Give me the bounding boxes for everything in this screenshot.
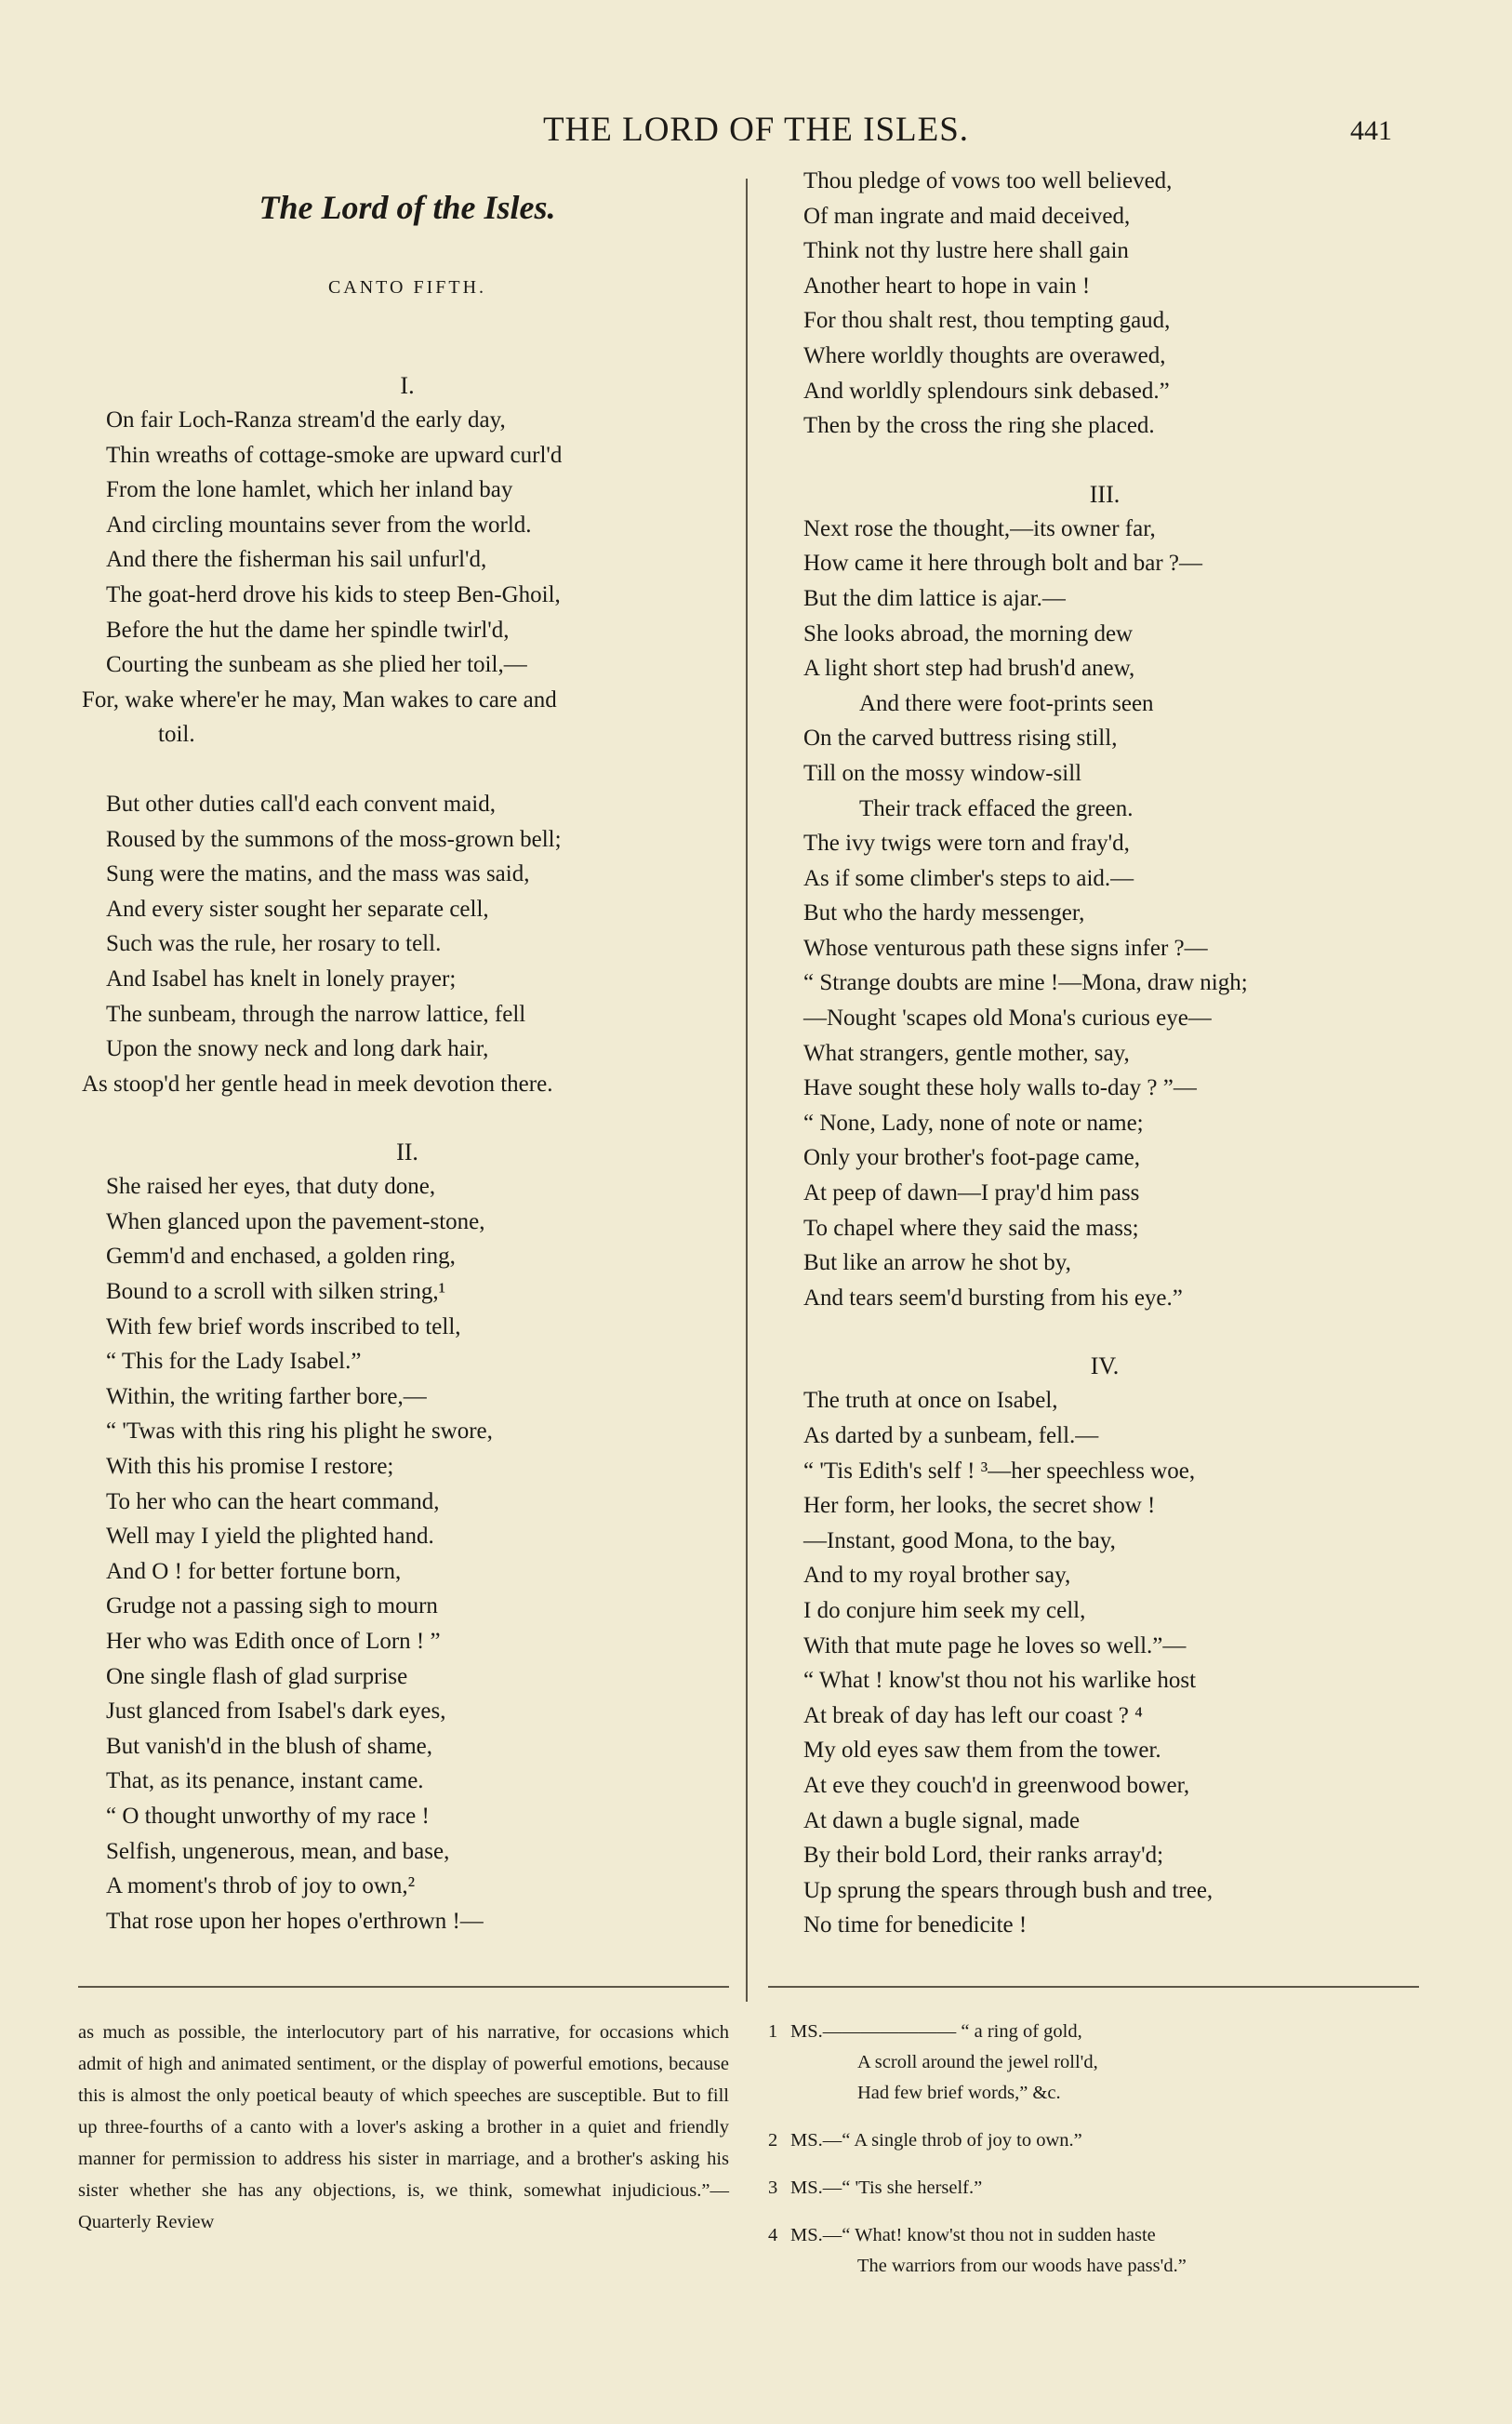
verse-line: “ O thought unworthy of my race ! — [106, 1803, 430, 1829]
footnote-line: The warriors from our woods have pass'd.” — [857, 2256, 1187, 2276]
verse-line: When glanced upon the pavement-stone, — [106, 1208, 485, 1234]
verse-line: Just glanced from Isabel's dark eyes, — [106, 1698, 446, 1725]
verse-line: No time for benedicite ! — [803, 1912, 1028, 1938]
verse-line: Selfish, ungenerous, mean, and base, — [106, 1838, 450, 1864]
verse-line: To chapel where they said the mass; — [803, 1215, 1139, 1241]
footnote-line: Had few brief words,” &c. — [857, 2083, 1061, 2103]
verse-line: Before the hut the dame her spindle twirl'd, — [106, 617, 510, 643]
verse-line: One single flash of glad surprise — [106, 1663, 408, 1689]
verse-line: The truth at once on Isabel, — [803, 1388, 1058, 1414]
stanza-number: II. — [396, 1139, 418, 1166]
footnote-mark: 3 — [768, 2178, 778, 2198]
footnote-text: MS.—“ 'Tis she herself.” — [790, 2178, 983, 2198]
verse-line: But like an arrow he shot by, — [803, 1250, 1071, 1276]
verse-line: With few brief words inscribed to tell, — [106, 1313, 461, 1339]
verse-line: From the lone hamlet, which her inland bay — [106, 477, 513, 503]
verse-line: How came it here through bolt and bar ?— — [803, 551, 1203, 577]
verse-line: As stoop'd her gentle head in meek devotion there. — [82, 1071, 553, 1097]
running-head: THE LORD OF THE ISLES. — [542, 111, 970, 149]
footnote-quarterly-review: as much as possible, the interlocutory part of his narrative, for occasions which admit of high and animated sentiment, or the display of powerful emotions, because this is almost the only poetical beauty of which speeches are susceptible. But to fill up three-fourths of a canto with a lover's asking a brother in a quiet and friendly manner for permission to address his sister in marriage, and a brother's asking his sister whether she has any objections, is, we think, somewhat injudicious.”—Quarterly Review — [78, 2022, 729, 2232]
verse-line: Till on the mossy window-sill — [803, 760, 1082, 786]
verse-line: On the carved buttress rising still, — [803, 726, 1118, 752]
verse-line: And every sister sought her separate cell, — [106, 896, 489, 922]
verse-line: Roused by the summons of the moss-grown bell; — [106, 826, 562, 852]
footnote-line — [768, 2017, 1419, 2047]
stanza-gap — [779, 1315, 1430, 1350]
verse-line: Her who was Edith once of Lorn ! ” — [106, 1629, 441, 1654]
verse-line: Have sought these holy walls to-day ? ”— — [803, 1075, 1197, 1101]
footnotes-ms-variants — [768, 2017, 1419, 2298]
verse-line: Well may I yield the plighted hand. — [106, 1524, 434, 1550]
verse-line: “ None, Lady, none of note or name; — [803, 1110, 1144, 1136]
left-column-verse — [82, 369, 733, 1938]
canto-heading: CANTO FIFTH. — [327, 277, 487, 298]
verse-line: As if some climber's steps to aid.— — [803, 865, 1134, 891]
verse-line: But the dim lattice is ajar.— — [803, 585, 1066, 611]
verse-line: “ 'Twas with this ring his plight he swore, — [106, 1418, 493, 1445]
right-column-verse — [779, 164, 1430, 1943]
verse-line: At peep of dawn—I pray'd him pass — [803, 1180, 1140, 1206]
verse-line: The sunbeam, through the narrow lattice, fell — [106, 1001, 526, 1027]
footnote-text: MS.——————— “ a ring of gold, — [790, 2021, 1082, 2042]
verse-line: Thou pledge of vows too well believed, — [803, 168, 1173, 193]
verse-line: And worldly splendours sink debased.” — [803, 378, 1170, 404]
verse-line: Bound to a scroll with silken string,¹ — [106, 1279, 446, 1305]
verse-line: For thou shalt rest, thou tempting gaud, — [803, 308, 1171, 334]
verse-line: Of man ingrate and maid deceived, — [803, 203, 1131, 229]
verse-line: “ This for the Lady Isabel.” — [106, 1349, 362, 1375]
verse-line: A light short step had brush'd anew, — [803, 656, 1135, 682]
stanza-number: I. — [400, 372, 415, 399]
column-divider — [746, 179, 748, 2002]
verse-line: Their track effaced the green. — [859, 795, 1134, 821]
verse-line: Within, the writing farther bore,— — [106, 1383, 427, 1409]
verse-line: —Instant, good Mona, to the bay, — [803, 1527, 1116, 1553]
left-column — [82, 177, 733, 1938]
footnote-text: MS.—“ A single throb of joy to own.” — [790, 2130, 1082, 2151]
verse-line: She looks abroad, the morning dew — [803, 620, 1134, 646]
verse-line: Upon the snowy neck and long dark hair, — [106, 1036, 489, 1062]
footnote-1 — [768, 2017, 1419, 2109]
verse-line: Whose venturous path these signs infer ?— — [803, 935, 1208, 961]
verse-line: As darted by a sunbeam, fell.— — [803, 1423, 1099, 1448]
verse-line: Courting the sunbeam as she plied her toil,— — [106, 652, 527, 678]
verse-line: And circling mountains sever from the world. — [106, 512, 532, 538]
verse-line: Such was the rule, her rosary to tell. — [106, 931, 442, 957]
verse-line: On fair Loch-Ranza stream'd the early day, — [106, 407, 506, 433]
verse-line: But who the hardy messenger, — [803, 900, 1085, 926]
verse-line: Think not thy lustre here shall gain — [803, 238, 1129, 264]
verse-line: A moment's throb of joy to own,² — [106, 1873, 416, 1899]
verse-line: At dawn a bugle signal, made — [803, 1807, 1081, 1833]
verse-line: Only your brother's foot-page came, — [803, 1145, 1141, 1171]
verse-line: Up sprung the spears through bush and tree, — [803, 1877, 1214, 1903]
footnote-line — [768, 2173, 1419, 2204]
verse-line: I do conjure him seek my cell, — [803, 1597, 1086, 1623]
verse-line: And Isabel has knelt in lonely prayer; — [106, 966, 457, 992]
verse-line: The goat-herd drove his kids to steep Ben-Ghoil, — [106, 581, 561, 607]
verse-line: And O ! for better fortune born, — [106, 1558, 402, 1584]
verse-line: That, as its penance, instant came. — [106, 1768, 424, 1794]
verse-line: And to my royal brother say, — [803, 1563, 1071, 1589]
verse-line: She raised her eyes, that duty done, — [106, 1174, 436, 1200]
footnote-line — [768, 2125, 1419, 2156]
verse-line: To her who can the heart command, — [106, 1488, 440, 1514]
verse-line: —Nought 'scapes old Mona's curious eye— — [803, 1006, 1212, 1032]
verse-line: “ 'Tis Edith's self ! ³—her speechless woe, — [803, 1458, 1196, 1484]
verse-line: Sung were the matins, and the mass was said, — [106, 861, 530, 887]
footnote-line: A scroll around the jewel roll'd, — [857, 2052, 1098, 2072]
verse-line: With that mute page he loves so well.”— — [803, 1632, 1187, 1658]
verse-line: The ivy twigs were torn and fray'd, — [803, 831, 1130, 857]
stanza-gap — [82, 753, 733, 787]
verse-line: And there the fisherman his sail unfurl'd, — [106, 547, 487, 573]
right-column — [779, 164, 1430, 1943]
verse-line: At break of day has left our coast ? ⁴ — [803, 1702, 1143, 1728]
poem-title: The Lord of the Isles. — [259, 189, 556, 226]
footnote-2 — [768, 2125, 1419, 2156]
footnote-text: MS.—“ What! know'st thou not in sudden haste — [790, 2225, 1156, 2245]
footnote-line — [768, 2220, 1419, 2251]
footnote-4 — [768, 2220, 1419, 2282]
verse-line: But vanish'd in the blush of shame, — [106, 1733, 433, 1759]
verse-line: Grudge not a passing sigh to mourn — [106, 1593, 438, 1619]
stanza-gap — [82, 1101, 733, 1136]
footnote-mark: 4 — [768, 2225, 778, 2245]
verse-line: Gemm'd and enchased, a golden ring, — [106, 1244, 456, 1270]
footnote-mark: 2 — [768, 2130, 778, 2151]
verse-line: toil. — [158, 722, 195, 748]
stanza-gap — [779, 444, 1430, 478]
verse-line: By their bold Lord, their ranks array'd; — [803, 1843, 1164, 1869]
verse-line: And there were foot-prints seen — [859, 690, 1154, 716]
verse-line: Thin wreaths of cottage-smoke are upward curl'd — [106, 442, 563, 468]
verse-line: That rose upon her hopes o'erthrown !— — [106, 1908, 484, 1934]
verse-line: “ What ! know'st thou not his warlike host — [803, 1668, 1197, 1694]
verse-line: With this his promise I restore; — [106, 1454, 394, 1480]
footnote-3 — [768, 2173, 1419, 2204]
verse-line: Her form, her looks, the secret show ! — [803, 1493, 1156, 1519]
verse-line: But other duties call'd each convent maid, — [106, 791, 496, 817]
verse-line: And tears seem'd bursting from his eye.” — [803, 1285, 1183, 1311]
verse-line: For, wake where'er he may, Man wakes to care and — [82, 686, 557, 713]
stanza-number: III. — [1089, 480, 1121, 508]
verse-line: Where worldly thoughts are overawed, — [803, 342, 1166, 368]
footnote-mark: 1 — [768, 2021, 778, 2042]
page-number: 441 — [1350, 115, 1392, 146]
verse-line: At eve they couch'd in greenwood bower, — [803, 1772, 1190, 1798]
stanza-number: IV. — [1090, 1352, 1120, 1380]
verse-line: “ Strange doubts are mine !—Mona, draw nigh; — [803, 970, 1248, 996]
verse-line: Then by the cross the ring she placed. — [803, 413, 1155, 439]
footnote-rule-right — [768, 1986, 1419, 1988]
verse-line: What strangers, gentle mother, say, — [803, 1040, 1130, 1066]
verse-line: Next rose the thought,—its owner far, — [803, 515, 1156, 541]
footnote-rule-left — [78, 1986, 729, 1988]
verse-line: My old eyes saw them from the tower. — [803, 1738, 1161, 1764]
verse-line: Another heart to hope in vain ! — [803, 273, 1091, 299]
